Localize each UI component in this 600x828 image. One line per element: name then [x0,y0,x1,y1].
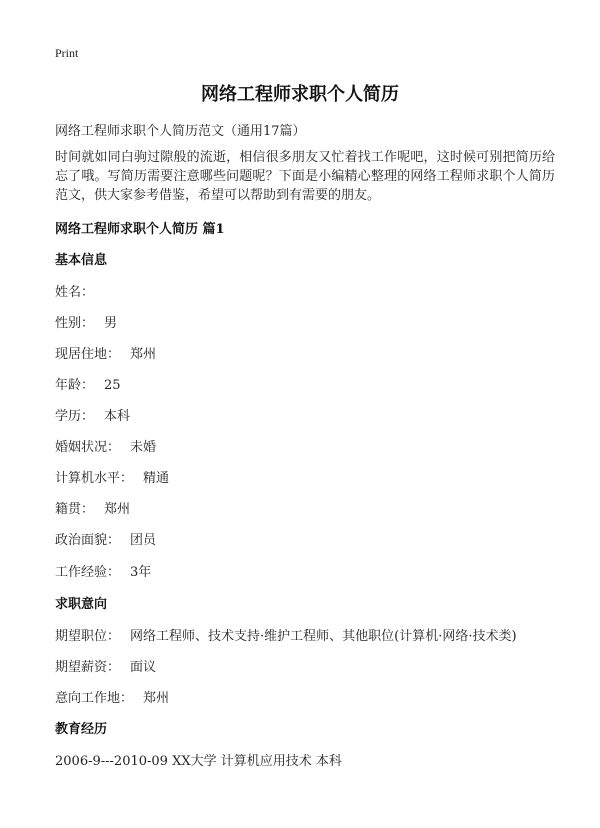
field-desired-salary [55,656,156,675]
field-label: 计算机水平： [55,471,134,486]
field-hometown [55,498,130,517]
field-value: 男 [104,316,118,331]
field-value: 25 [104,378,121,393]
field-residence [55,343,156,362]
page-title: 网络工程师求职个人简历 [201,84,399,105]
field-label: 工作经验： [55,565,121,580]
field-age [55,374,121,393]
job-intent-heading: 求职意向 [55,597,108,612]
field-work-experience [55,561,151,580]
field-political-status [55,529,156,548]
section-title: 网络工程师求职个人简历 篇1 [55,222,225,237]
field-value: 本科 [104,409,131,424]
subtitle: 网络工程师求职个人简历范文（通用17篇） [55,124,306,139]
field-desired-location [55,687,169,706]
education-entry: 2006-9---2010-09 XX大学 计算机应用技术 本科 [55,754,342,769]
field-desired-position [55,625,517,644]
field-label: 意向工作地： [55,691,134,706]
field-value: 郑州 [130,347,157,362]
field-label: 期望职位： [55,629,121,644]
field-label: 年龄： [55,378,95,393]
field-value: 网络工程师、技术支持·维护工程师、其他职位(计算机·网络·技术类) [130,629,517,644]
field-marital-status [55,436,156,455]
field-computer-level [55,467,169,486]
field-value: 面议 [130,660,157,675]
field-label: 性别： [55,316,95,331]
education-heading: 教育经历 [55,722,108,737]
field-value: 精通 [143,471,170,486]
intro-paragraph: 时间就如同白驹过隙般的流逝，相信很多朋友又忙着找工作呢吧，这时候可别把简历给忘了哦。写简历需要注意哪些问题呢？下面是小编精心整理的网络工程师求职个人简历范文，供大家参考借鉴，希望可以帮助到有需要的朋友。 [55,150,555,203]
field-value: 团员 [130,533,157,548]
field-value: 郑州 [143,691,170,706]
field-education [55,405,130,424]
field-label: 婚姻状况： [55,440,121,455]
field-label: 学历： [55,409,95,424]
field-label: 姓名： [55,285,95,300]
field-label: 期望薪资： [55,660,121,675]
field-gender [55,312,117,331]
field-label: 籍贯： [55,502,95,517]
field-value: 3年 [130,565,152,580]
field-name [55,281,104,300]
field-label: 政治面貌： [55,533,121,548]
field-value: 未婚 [130,440,157,455]
field-label: 现居住地： [55,347,121,362]
print-link[interactable]: Print [55,46,79,60]
field-value: 郑州 [104,502,131,517]
basic-info-heading: 基本信息 [55,253,108,268]
